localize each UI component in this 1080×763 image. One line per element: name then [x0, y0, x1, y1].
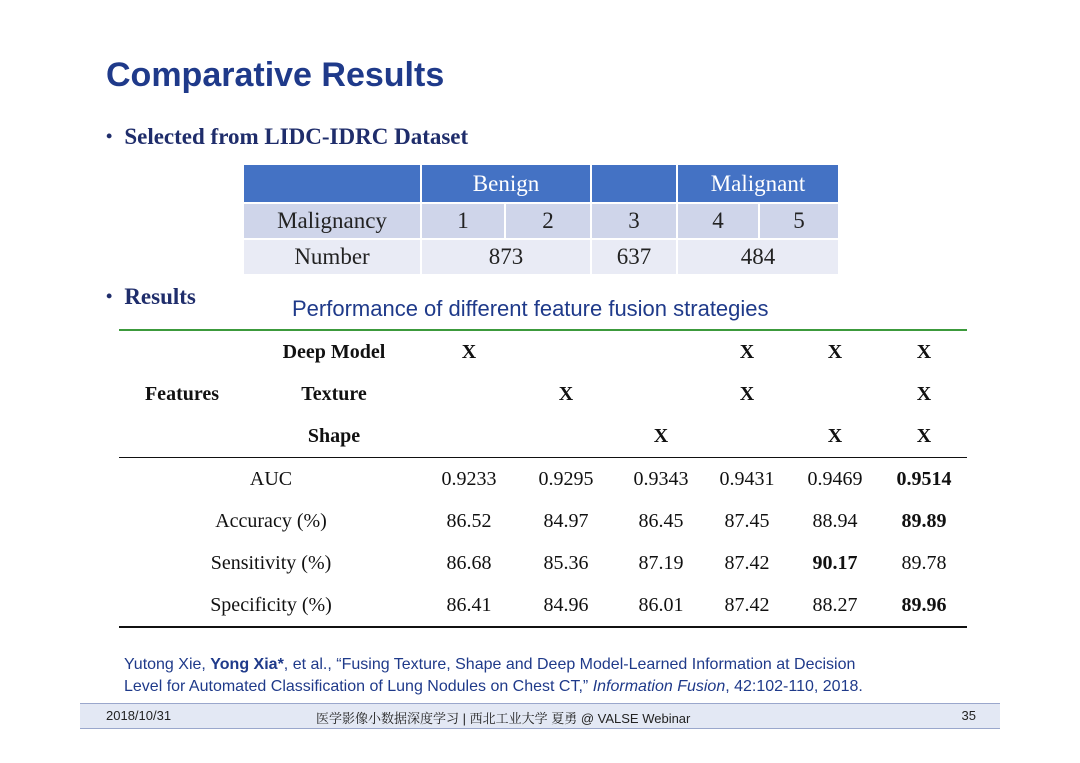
- feature-label: Texture: [301, 382, 367, 405]
- feature-mark: [515, 415, 617, 458]
- number-mid: 637: [591, 239, 677, 275]
- metric-value: 87.42: [724, 593, 770, 616]
- metric-value-best: 89.89: [901, 509, 947, 532]
- feature-mark: X: [739, 340, 755, 363]
- malignancy-level: 3: [591, 203, 677, 239]
- table-row: [119, 415, 967, 458]
- feature-mark: [789, 373, 881, 415]
- bullet-results: [106, 284, 196, 310]
- bullet-results-text: Results: [124, 284, 196, 309]
- bullet-dot-icon: •: [106, 286, 113, 306]
- table-row: [119, 584, 967, 626]
- malignancy-level: 4: [677, 203, 759, 239]
- reference-author: Yutong Xie,: [124, 656, 211, 673]
- metric-value: 0.9431: [705, 458, 789, 501]
- table-row: [119, 331, 967, 373]
- metric-label: AUC: [119, 458, 423, 501]
- reference-line-1: [124, 654, 863, 676]
- metric-value-best: 90.17: [812, 551, 858, 574]
- number-label: Number: [243, 239, 421, 275]
- table-row: [119, 500, 967, 542]
- slide-footer: [80, 703, 1000, 729]
- metric-value: 84.97: [543, 509, 589, 532]
- metric-value: 87.45: [724, 509, 770, 532]
- metric-value-best: 89.96: [901, 593, 947, 616]
- reference-line-2: [124, 676, 863, 698]
- metric-label: Specificity (%): [210, 593, 332, 616]
- metric-value: 86.52: [446, 509, 492, 532]
- table-row: [119, 542, 967, 584]
- malignancy-label: Malignancy: [243, 203, 421, 239]
- metric-value: 86.01: [638, 593, 684, 616]
- feature-mark: X: [739, 382, 755, 405]
- reference-title-cont: Level for Automated Classification of Lung Nodules on Chest CT,”: [124, 678, 593, 695]
- reference-volume: , 42:102-110, 2018.: [725, 678, 863, 695]
- results-table: [119, 331, 967, 626]
- results-caption: Performance of different feature fusion strategies: [292, 296, 769, 321]
- metric-value: 87.19: [638, 551, 684, 574]
- feature-mark: X: [827, 340, 843, 363]
- metric-value: 88.94: [812, 509, 858, 532]
- slide-title: Comparative Results: [106, 56, 445, 94]
- features-label: Features: [144, 382, 220, 405]
- metric-value: 0.9295: [515, 458, 617, 501]
- dataset-header-blank-mid: [591, 164, 677, 203]
- dataset-header-benign: Benign: [421, 164, 591, 203]
- feature-mark: [617, 373, 705, 415]
- table-row: [119, 458, 967, 501]
- feature-label: Shape: [307, 424, 361, 447]
- malignancy-level: 2: [505, 203, 591, 239]
- feature-mark: X: [916, 340, 932, 363]
- metric-label: Accuracy (%): [215, 509, 327, 532]
- number-benign: 873: [421, 239, 591, 275]
- feature-mark: [423, 373, 515, 415]
- metric-value: 86.45: [638, 509, 684, 532]
- metric-value-best: 0.9514: [881, 458, 967, 501]
- feature-mark: X: [461, 340, 477, 363]
- number-malignant: 484: [677, 239, 839, 275]
- feature-mark: [617, 331, 705, 373]
- malignancy-level: 5: [759, 203, 839, 239]
- metric-value: 85.36: [543, 551, 589, 574]
- footer-date: 2018/10/31: [106, 708, 172, 723]
- metric-value: 87.42: [724, 551, 770, 574]
- feature-mark: [705, 415, 789, 458]
- metric-value: 0.9233: [423, 458, 515, 501]
- feature-mark: [423, 415, 515, 458]
- metric-value: 89.78: [901, 551, 947, 574]
- metric-value: 0.9469: [789, 458, 881, 501]
- dataset-header-blank: [243, 164, 421, 203]
- reference-journal: Information Fusion: [592, 678, 726, 695]
- feature-mark: [515, 331, 617, 373]
- metric-value: 86.41: [446, 593, 492, 616]
- bullet-dataset: [106, 124, 468, 150]
- metric-label: Sensitivity (%): [210, 551, 332, 574]
- footer-center-text: 医学影像小数据深度学习 | 西北工业大学 夏勇 @ VALSE Webinar: [316, 711, 691, 726]
- bullet-dataset-text: Selected from LIDC-IDRC Dataset: [124, 124, 469, 149]
- metric-value: 84.96: [543, 593, 589, 616]
- metric-value: 88.27: [812, 593, 858, 616]
- reference-citation: [124, 654, 863, 698]
- footer-page-number: 35: [961, 708, 976, 723]
- feature-mark: X: [653, 424, 669, 447]
- malignancy-level: 1: [421, 203, 505, 239]
- bullet-dot-icon: •: [106, 126, 113, 146]
- table-row: [119, 373, 967, 415]
- metric-value: 86.68: [446, 551, 492, 574]
- feature-mark: X: [916, 424, 932, 447]
- dataset-table: [242, 163, 840, 276]
- reference-corresponding-author: Yong Xia*: [210, 656, 284, 673]
- results-table-wrapper: [119, 329, 967, 628]
- dataset-header-malignant: Malignant: [677, 164, 839, 203]
- feature-mark: X: [827, 424, 843, 447]
- feature-label: Deep Model: [282, 340, 386, 363]
- metric-value: 0.9343: [617, 458, 705, 501]
- reference-title: , et al., “Fusing Texture, Shape and Deep Model-Learned Information at Decision: [283, 656, 856, 673]
- feature-mark: X: [916, 382, 932, 405]
- feature-mark: X: [558, 382, 574, 405]
